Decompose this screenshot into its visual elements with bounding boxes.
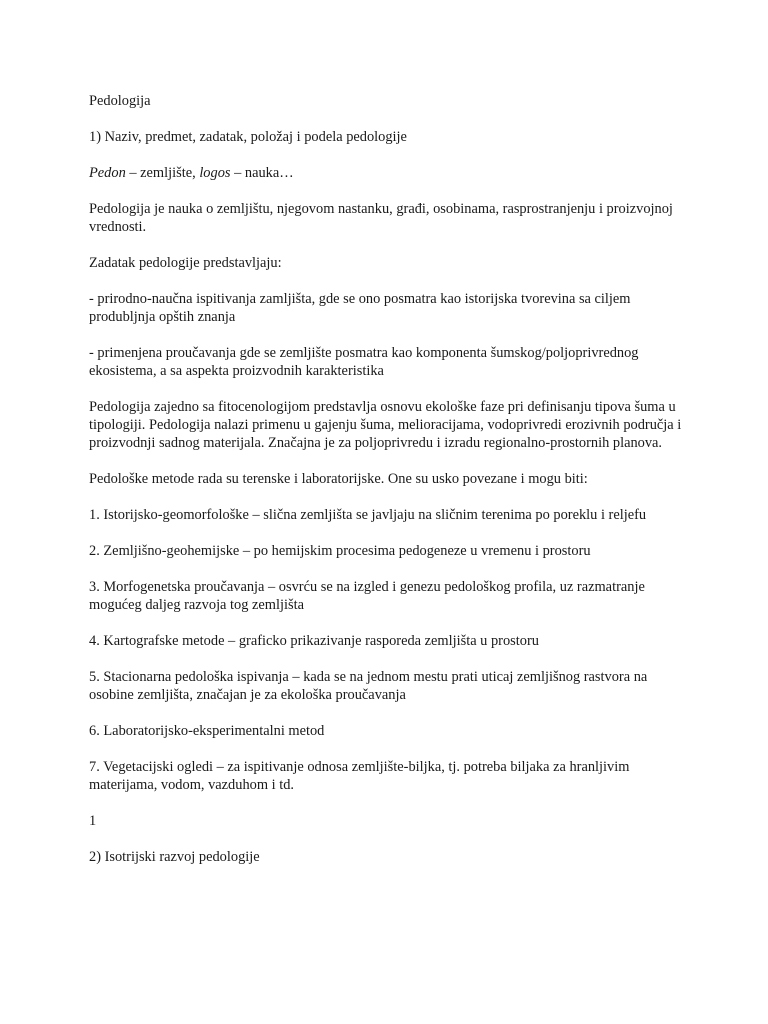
task-item-natural-science: - prirodno-naučna ispitivanja zamljišta, gde se ono posmatra kao istorijska tvorevina sa ciljem produbljnja opštih znanja bbox=[89, 291, 631, 325]
task-item-applied: - primenjena proučavanja gde se zemljište posmatra kao komponenta šumskog/poljoprivrednog ekosistema, a sa aspekta proizvodnih karakteristika bbox=[89, 345, 639, 379]
etymology-separator-1: – zemljište, bbox=[125, 165, 200, 181]
method-item-4: 4. Kartografske metode – graficko prikazivanje rasporeda zemljišta u prostoru bbox=[89, 633, 539, 649]
method-item-5: 5. Stacionarna pedološka ispivanja – kada se na jednom mestu prati uticaj zemljišnog rastvora na osobine zemljišta, značajan je za ekološka proučavanja bbox=[89, 669, 648, 703]
method-item-6: 6. Laboratorijsko-eksperimentalni metod bbox=[89, 723, 325, 739]
etymology-term-logos: logos bbox=[199, 165, 231, 181]
etymology-term-pedon: Pedon bbox=[89, 165, 126, 181]
document-body bbox=[89, 92, 689, 884]
definition-paragraph: Pedologija je nauka o zemljištu, njegovom nastanku, građi, osobinama, rasprostranjenju i proizvojnoj vrednosti. bbox=[89, 201, 673, 235]
page-number: 1 bbox=[89, 813, 97, 829]
application-paragraph: Pedologija zajedno sa fitocenologijom predstavlja osnovu ekološke faze pri definisanju tipova šuma u tipologiji. Pedologija nalazi primenu u gajenju šuma, melioracijama, vodoprivredi erozivnih područja i proizvodnji sadnog materijala. Značajna je za poljoprivredu i izradu regionalno-prostornih planova. bbox=[89, 399, 682, 451]
method-item-7: 7. Vegetacijski ogledi – za ispitivanje odnosa zemljište-biljka, tj. potreba biljaka za hranljivim materijama, vodom, vazduhom i td. bbox=[89, 759, 630, 793]
tasks-intro: Zadatak pedologije predstavljaju: bbox=[89, 255, 282, 271]
etymology-line bbox=[89, 164, 689, 182]
document-title: Pedologija bbox=[89, 93, 151, 109]
method-item-3: 3. Morfogenetska proučavanja – osvrću se na izgled i genezu pedološkog profila, uz razmatranje mogućeg daljeg razvoja tog zemljišta bbox=[89, 579, 645, 613]
etymology-separator-2: – nauka… bbox=[230, 165, 294, 181]
methods-intro: Pedološke metode rada su terenske i laboratorijske. One su usko povezane i mogu biti: bbox=[89, 471, 588, 487]
method-item-2: 2. Zemljišno-geohemijske – po hemijskim procesima pedogeneze u vremenu i prostoru bbox=[89, 543, 591, 559]
method-item-1: 1. Istorijsko-geomorfološke – slična zemljišta se javljaju na sličnim terenima po poreklu i reljefu bbox=[89, 507, 647, 523]
section-1-heading: 1) Naziv, predmet, zadatak, položaj i podela pedologije bbox=[89, 129, 407, 145]
section-2-heading: 2) Isotrijski razvoj pedologije bbox=[89, 849, 260, 865]
